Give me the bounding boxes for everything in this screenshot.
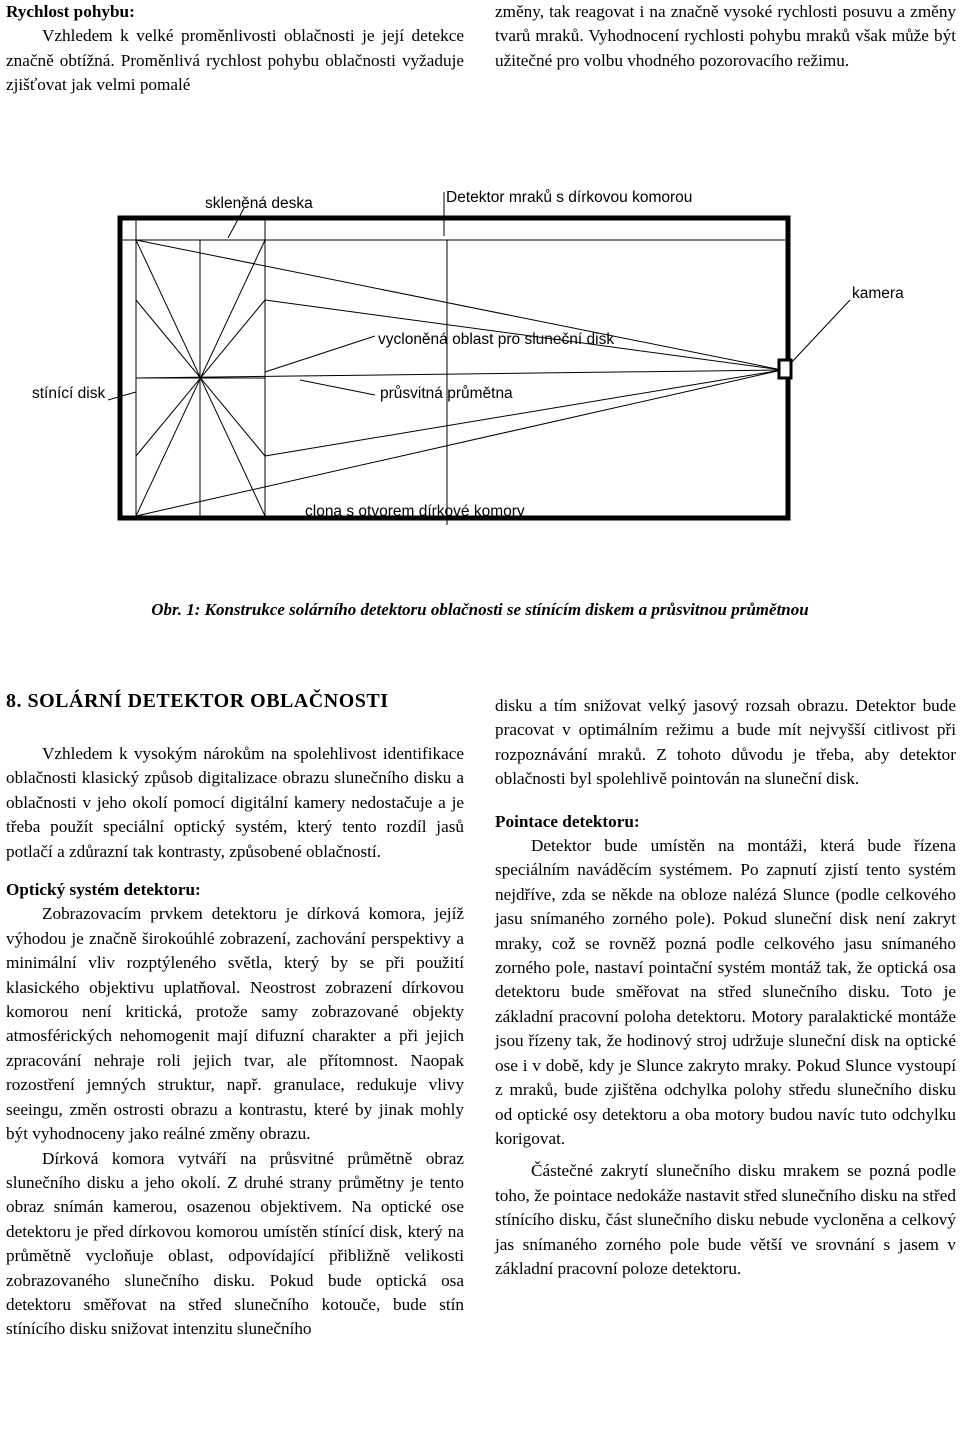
- optics-paragraph-1: Zobrazovacím prvkem detektoru je dírková komora, jejíž výhodou je značně širokoúhlé zobrazení, zachování perspektivy a minimální vliv rozptýleného světla, který by se při použití klasického objektivu uplatňoval. Neostrost zobrazení dírkovou komorou není kritická, protože samy zobrazované objekty atmosférických nehomogenit mají difuzní charakter a při jejich zpracování nehraje roli jejich tvar, ale přítomnost. Naopak rozostření jemných struktur, např. granulace, redukuje vlivy seeingu, změn ostrosti obrazu a kontrastu, které by jinak mohly být vyhodnoceny jako reálné změny obrazu.: [6, 904, 464, 1144]
- right-column: [495, 694, 956, 1281]
- speed-paragraph-right: změny, tak reagovat i na značně vysoké rychlosti posuvu a změny tvarů mraků. Vyhodnocení rychlosti pohybu mraků však může být užitečné pro volbu vhodného pozorovacího režimu.: [495, 2, 956, 70]
- label-aperture: clona s otvorem dírkové komory: [305, 503, 525, 520]
- top-right-column: [495, 0, 956, 73]
- pointing-heading: Pointace detektoru:: [495, 811, 640, 831]
- detector-housing: [120, 218, 788, 518]
- right-continuation-paragraph: disku a tím snižovat velký jasový rozsah obrazu. Detektor bude pracovat v optimálním režimu a bude mít nejvyšší citlivost při rozpoznávání mraků. Z tohoto důvodu je třeba, aby detektor oblačnosti byl spolehlivě pointován na sluneční disk.: [495, 696, 956, 789]
- figure-caption: Obr. 1: Konstrukce solárního detektoru oblačnosti se stínícím diskem a průsvitnou průmětnou: [151, 600, 809, 619]
- detector-diagram: [0, 150, 960, 590]
- label-pointers: [108, 192, 850, 525]
- optics-paragraph-2: Dírková komora vytváří na průsvitné průmětně obraz slunečního disku a jeho okolí. Z druhé strany průmětny je tento obraz snímán kamerou, osazenou objektivem. Na optické ose detektoru je před dírkovou komorou umístěn stínící disk, který na průmětně vycloňuje oblast, odpovídající přibližně velikosti zobrazovaného slunečního disku. Pokud bude optická osa detektoru směřovat na střed slunečního kotouče, bude stín stínícího disku snižovat intenzitu slunečního: [6, 1148, 464, 1339]
- pointing-paragraph-1: Detektor bude umístěn na montáži, která bude řízena speciálním naváděcím systémem. Po zapnutí zjistí tento systém nejdříve, zda se někde na obloze nalézá Slunce (podle celkového jasu snímaného zorného pole). Pokud sluneční disk není zakryt mraky, což se rovněž pozná podle celkového jasu snímaného zorného pole, nastaví pointační systém montáž tak, že optická osa detektoru bude směřovat na střed slunečního disku. Toto je základní pracovní poloha detektoru. Motory paralaktické montáže jsou řízeny tak, že hodinový stroj udržuje sluneční disk na optické ose i v době, kdy je Slunce zakryto mraky. Pokud Slunce vystoupí z mraků, bude zjištěna odchylka polohy středu slunečního disku od optické osy detektoru a oba motory budou navíc tuto odchylku korigovat.: [495, 836, 956, 1148]
- speed-paragraph-left: Vzhledem k velké proměnlivosti oblačnosti je její detekce značně obtížná. Proměnlivá rychlost pohybu oblačnosti vyžaduje zjišťovat jak velmi pomalé: [6, 26, 464, 95]
- section-heading: 8. SOLÁRNÍ DETEKTOR OBLAČNOSTI: [6, 690, 389, 712]
- speed-heading: Rychlost pohybu:: [6, 2, 135, 21]
- label-screen: průsvitná průmětna: [380, 385, 513, 402]
- label-glass-plate: skleněná deska: [205, 195, 313, 212]
- pointing-paragraph-2: Částečné zakrytí slunečního disku mrakem se pozná podle toho, že pointace nedokáže nastavit střed slunečního disku na střed stínícího disku, část slunečního disku nebude vycloněna a celkový jas snímaného zorného pole bude větší ve srovnání s jasem v základní pracovní poloze detektoru.: [495, 1161, 956, 1278]
- optics-heading: Optický systém detektoru:: [6, 880, 201, 900]
- label-shading-disk: stínící disk: [32, 385, 106, 402]
- camera-icon: [779, 360, 791, 378]
- left-column: [6, 742, 464, 1342]
- intro-paragraph: Vzhledem k vysokým nárokům na spolehlivost identifikace oblačnosti klasický způsob digitalizace obrazu slunečního disku a oblačnosti v jeho okolí pomocí digitální kamery nedostačuje a je třeba použít speciální optický systém, který tento rozdíl jasů potlačí a zdůrazní tak kontrasty, způsobené oblačností.: [6, 744, 464, 861]
- label-shaded-area: vycloněná oblast pro sluneční disk: [378, 331, 615, 348]
- label-camera: kamera: [852, 285, 904, 302]
- label-detector: Detektor mraků s dírkovou komorou: [446, 189, 693, 206]
- top-left-column: [6, 0, 464, 98]
